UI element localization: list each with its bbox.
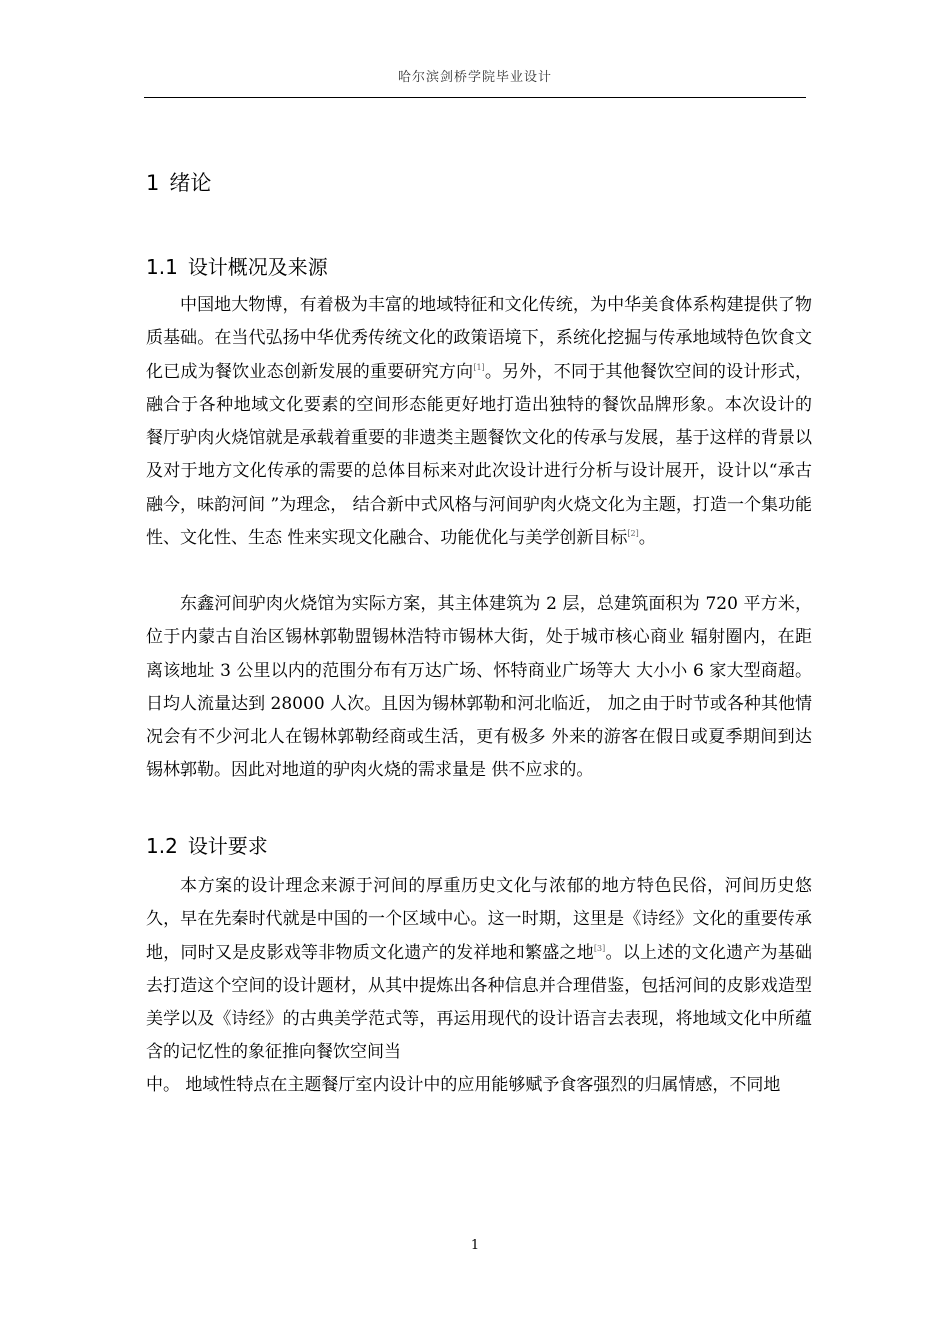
section-heading-1-1	[146, 251, 328, 280]
section-title: 设计概况及来源	[187, 255, 328, 279]
paragraph-text: 中国地大物博，有着极为丰富的地域特征和文化传统，为中华美食体系构建提供了物质基础。在当代弘扬中华优秀传统文化的政策语境下，系统化挖掘与传承地域特色饮食文化已成为餐饮业态创新发展的重要研究方向	[146, 295, 812, 382]
paragraph-regional-features: 中。 地域性特点在主题餐厅室内设计中的应用能够赋予食客强烈的归属情感，不同地	[146, 1075, 781, 1095]
section-heading-1-2	[146, 830, 268, 859]
section-title: 设计要求	[187, 834, 268, 858]
section-number: 1.1	[146, 255, 178, 279]
header-divider	[144, 97, 806, 98]
paragraph-text: 。另外，不同于其他餐饮空间的设计形式，融合于各种地域文化要素的空间形态能更好地打造出独特的餐饮品牌形象。本次设计的 餐厅驴肉火烧馆就是承载着重要的非遗类主题餐饮文化的传承与发展，基于这样的背景以及对于地方文化传承的需要的总体目标来对此次设计进行分析与设计展开，设计以“承古融今，味韵河间 ”为理念， 结合新中式风格与河间驴肉火烧文化为主题，打造一个集功能性、文化性、生态 性来实现文化融合、功能优化与美学创新目标	[146, 361, 812, 549]
paragraph-design-requirements	[146, 870, 812, 1070]
citation-ref-2: [2]	[627, 529, 639, 539]
chapter-title: 绪论	[169, 171, 212, 195]
paragraph-design-overview	[146, 289, 812, 555]
citation-ref-1: [1]	[473, 362, 485, 372]
page-number: 1	[470, 1238, 480, 1253]
paragraph-text: 。以上述的文化遗产为基础去打造这个空间的设计题材，从其中提炼出各种信息并合理借鉴，包括河间的皮影戏造型美学以及《诗经》的古典美学范式等，再运用现代的设计语言去表现，将地域文化中所蕴含的记忆性的象征推向餐饮空间当	[146, 942, 812, 1063]
citation-ref-3: [3]	[593, 943, 606, 953]
section-number: 1.2	[146, 834, 178, 858]
paragraph-text: 本方案的设计理念来源于河间的厚重历史文化与浓郁的地方特色民俗，河间历史悠久，早在先秦时代就是中国的一个区域中心。这一时期，这里是《诗经》文化的重要传承地，同时又是皮影戏等非物质文化遗产的发祥地和繁盛之地	[146, 876, 812, 963]
paragraph-text: 。	[638, 528, 656, 549]
chapter-heading	[146, 167, 211, 197]
page-header-title: 哈尔滨剑桥学院毕业设计	[397, 70, 552, 85]
chapter-number: 1	[146, 171, 160, 195]
paragraph-project-site: 东鑫河间驴肉火烧馆为实际方案，其主体建筑为 2 层，总建筑面积为 720 平方米，位于内蒙古自治区锡林郭勒盟锡林浩特市锡林大街，处于城市核心商业 辐射圈内，在距离该地址 3 公里以内的范围分布有万达广场、怀特商业广场等大 大小小 6 家大型商超。日均人流量达到 28000 人次。且因为锡林郭勒和河北临近， 加之由于时节或各种其他情况会有不少河北人在锡林郭勒经商或生活，更有极多 外来的游客在假日或夏季期间到达锡林郭勒。因此对地道的驴肉火烧的需求量是 供不应求的。	[146, 594, 812, 781]
